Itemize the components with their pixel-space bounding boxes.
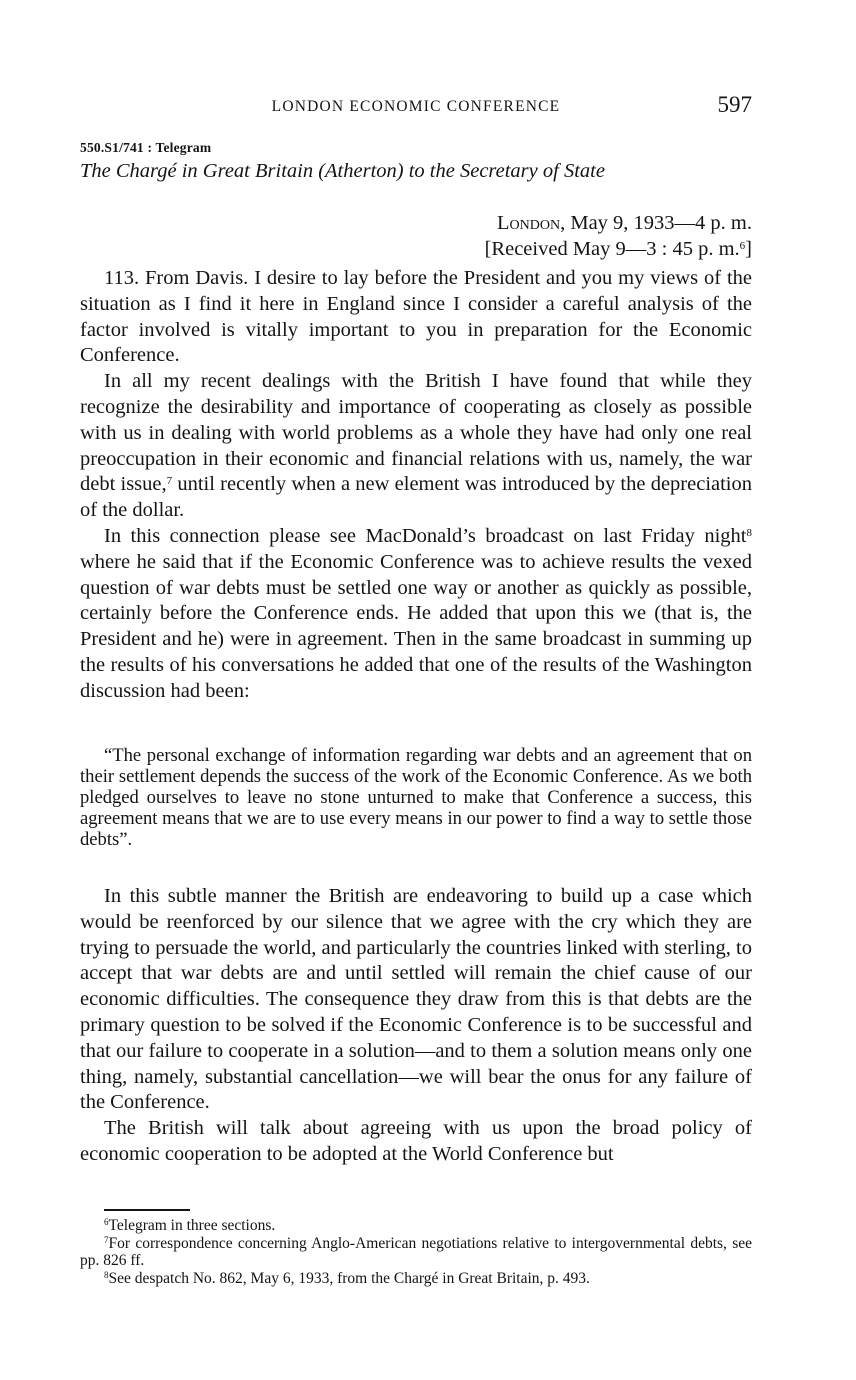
footnote-mark: 7 bbox=[104, 1234, 109, 1245]
paragraph: The British will talk about agreeing with us upon the broad policy of economic cooperation to be adopted at the World Conference but bbox=[80, 1117, 752, 1165]
paragraph-text: where he said that if the Economic Conference was to achieve results the vexed question of war debts must be settled one way or another as quickly as possible, certainly before the Conference ends. He added that upon this we (that is, the President and he) were in agreement. Then in the same broadcast in summing up the results of his conversations he added that one of the results of the Washington discussion had been: bbox=[80, 550, 752, 702]
footnote-divider bbox=[104, 1209, 190, 1211]
paragraph bbox=[80, 369, 752, 524]
footnote-ref: 8 bbox=[746, 526, 752, 539]
footnote bbox=[80, 1270, 752, 1288]
received-close: ] bbox=[745, 238, 752, 260]
paragraph: In this subtle manner the British are endeavoring to build up a case which would be reenforced by our silence that we agree with the cry which they are trying to persuade the world, and particularly the countries linked with sterling, to accept that war debts are and until settled will remain the chief cause of our economic difficulties. The consequence they draw from this is that debts are the primary question to be solved if the Economic Conference is to be successful and that our failure to cooperate in a solution—and to them a solution means only one thing, namely, substantial cancellation—we will bear the onus for any failure of the Conference. bbox=[80, 885, 752, 1114]
body-text bbox=[80, 266, 752, 705]
dateline-city: London, bbox=[497, 212, 566, 234]
footnote-ref: 7 bbox=[166, 475, 173, 488]
document-heading: The Chargé in Great Britain (Atherton) to the Secretary of State bbox=[80, 160, 605, 182]
running-title: LONDON ECONOMIC CONFERENCE bbox=[271, 98, 561, 115]
dateline bbox=[497, 212, 752, 235]
running-head bbox=[80, 92, 752, 122]
footnote bbox=[80, 1235, 752, 1270]
received-text: [Received May 9—3 : 45 p. m. bbox=[484, 238, 740, 260]
page-number: 597 bbox=[717, 92, 752, 117]
received-line bbox=[485, 238, 752, 261]
footnote-mark: 6 bbox=[104, 1217, 109, 1228]
body-text-continued bbox=[80, 884, 752, 1168]
paragraph-text: In all my recent dealings with the British I have found that while they recognize the desirability and importance of cooperating as closely as possible with us in dealing with world problems as a whole they have had only one real preoccupation in their economic and financial relations with us, namely, the war debt issue, bbox=[80, 370, 752, 496]
footnote bbox=[80, 1217, 752, 1235]
footnote-text: For correspondence concerning Anglo-American negotiations relative to intergovernmental debts, see pp. 826 ff. bbox=[80, 1234, 752, 1269]
paragraph-text: In this connection please see MacDonald’s broadcast on last Friday night bbox=[104, 524, 747, 547]
footnote-text: See despatch No. 862, May 6, 1933, from the Chargé in Great Britain, p. 493. bbox=[108, 1269, 590, 1287]
paragraph bbox=[80, 524, 752, 705]
paragraph: 113. From Davis. I desire to lay before the President and you my views of the situation as I find it here in England since I consider a careful analysis of the factor involved is vitally important to you in preparation for the Economic Conference. bbox=[80, 267, 752, 367]
paragraph-text: until recently when a new element was introduced by the depreciation of the dollar. bbox=[80, 473, 753, 522]
footnote-ref: 6 bbox=[739, 239, 746, 252]
document-file-number: 550.S1/741 : Telegram bbox=[80, 140, 212, 155]
footnotes bbox=[80, 1217, 752, 1287]
footnote-mark: 8 bbox=[104, 1269, 109, 1280]
dateline-date: May 9, 1933—4 p. m. bbox=[570, 212, 752, 234]
footnote-text: Telegram in three sections. bbox=[108, 1217, 276, 1234]
block-quote: “The personal exchange of information regarding war debts and an agreement that on their settlement depends the success of the work of the Economic Conference. As we both pledged ourselves to leave no stone unturned to make that Conference a success, this agreement means that we are to use every means in our power to find a way to settle those debts”. bbox=[80, 745, 752, 850]
